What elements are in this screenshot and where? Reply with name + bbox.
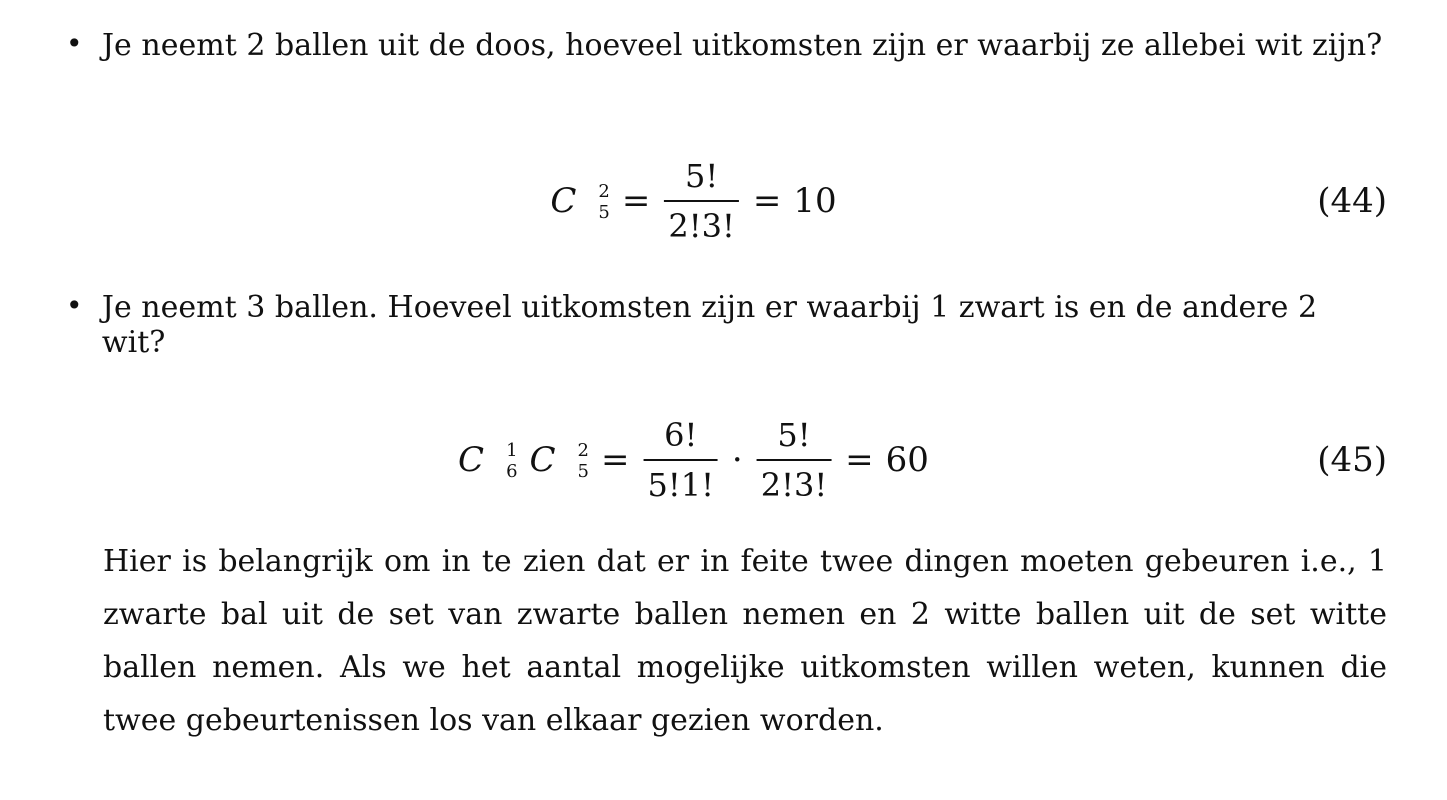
fraction-denominator: 2!3! [668,207,735,245]
equation-45-supsub-2 [577,439,589,482]
equation-44-superscript: 2 [598,180,610,202]
bullet-item-text: Je neemt 2 ballen uit de doos, hoeveel uitkomsten zijn er waarbij ze allebei wit zijn? [102,28,1383,63]
equation-45-symbol-2: C [529,440,556,480]
equation-45-fraction-1 [643,416,717,504]
bullet-item-text: Je neemt 3 ballen. Hoeveel uitkomsten zijn er waarbij 1 zwart is en de andere 2 wit? [101,290,1318,360]
equation-45-superscript-1: 1 [506,439,518,461]
fraction-bar [643,459,717,461]
equation-44-symbol: C [550,181,577,221]
equation-45-subscript-2: 5 [577,460,589,482]
bullet-item-2 [66,291,1387,360]
equation-45-result: 60 [885,440,929,480]
equals-sign: = [600,440,630,480]
equation-number: (44) [1317,181,1387,221]
bullet-item-1 [66,29,1387,64]
equation-44-expression [550,157,837,245]
equation-45-expression [458,416,929,504]
equation-45-symbol-1: C [458,440,485,480]
equation-45-fraction-2 [757,416,831,504]
fraction-numerator: 6! [664,416,698,454]
fraction-numerator: 5! [777,416,811,454]
fraction-bar [664,200,738,202]
equation-44 [0,141,1387,261]
equation-44-supsub [598,180,610,223]
equation-45-superscript-2: 2 [577,439,589,461]
equation-44-subscript: 5 [598,201,610,223]
explanation-paragraph [103,535,1387,747]
equation-number: (45) [1317,440,1387,480]
equals-sign: = [845,440,874,480]
equation-44-result: 10 [793,181,837,221]
bullet-marker: • [66,289,83,322]
bullet-marker: • [66,27,83,60]
equation-45-supsub-1 [506,439,518,482]
equals-sign: = [752,181,782,221]
multiplication-dot: · [731,440,743,480]
equals-sign: = [621,181,651,221]
equation-45-subscript-1: 6 [506,460,518,482]
paragraph-text: Hier is belangrijk om in te zien dat er in feite twee dingen moeten gebeuren i.e., 1 zwarte bal uit de set van zwarte ballen nemen en 2 witte ballen uit de set witte ballen nemen. Als we het aantal mogelijke uitkomsten willen weten, kunnen die twee gebeurtenissen los van elkaar gezien worden. [103,544,1387,738]
equation-45 [0,400,1387,520]
fraction-denominator: 5!1! [647,466,714,504]
fraction-numerator: 5! [684,157,719,195]
equation-44-fraction [664,157,738,245]
fraction-denominator: 2!3! [760,466,828,504]
fraction-bar [757,459,831,461]
